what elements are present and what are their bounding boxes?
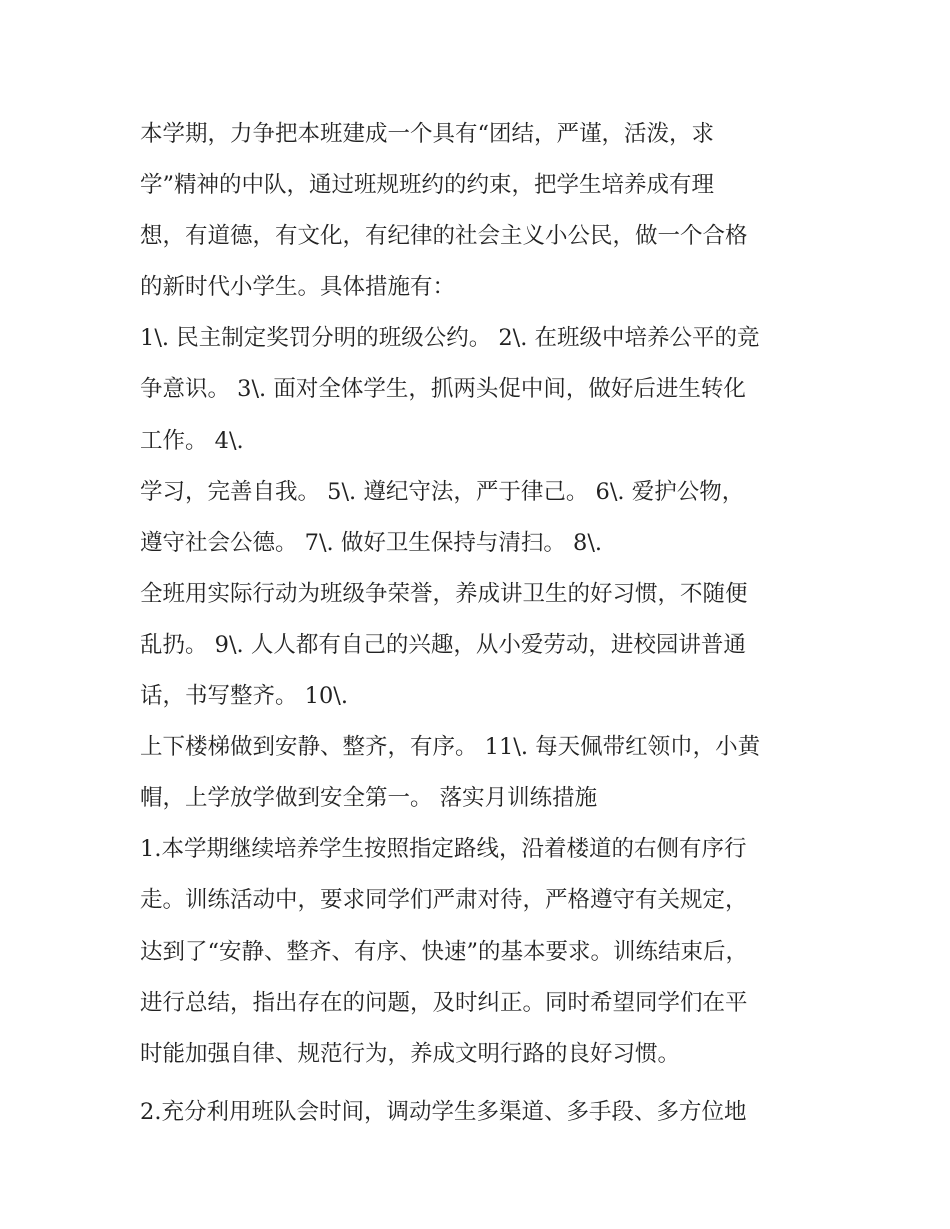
text-line: 2.充分利用班队会时间，调动学生多渠道、多手段、多方位地	[140, 1098, 747, 1125]
text-line: 1\. 民主制定奖罚分明的班级公约。 2\. 在班级中培养公平的竞	[140, 325, 760, 352]
text-line: 想，有道德，有文化，有纪律的社会主义小公民，做一个合格	[140, 223, 748, 250]
text-line: 1.本学期继续培养学生按照指定路线，沿着楼道的右侧有序行	[140, 836, 747, 863]
paragraph-gap	[140, 1080, 820, 1087]
text-line: 争意识。 3\. 面对全体学生，抓两头促中间，做好后进生转化	[140, 376, 746, 403]
text-line: 的新时代小学生。具体措施有：	[140, 274, 456, 301]
text-line: 进行总结，指出存在的问题，及时纠正。同时希望同学们在平	[140, 989, 748, 1016]
document-body	[140, 109, 820, 1138]
text-line: 学习，完善自我。 5\. 遵纪守法，严于律己。 6\. 爱护公物，	[140, 478, 745, 505]
text-line: 本学期，力争把本班建成一个具有“团结，严谨，活泼，求	[140, 121, 715, 147]
text-line: 帽，上学放学做到安全第一。 落实月训练措施	[140, 785, 598, 812]
text-line: 全班用实际行动为班级争荣誉，养成讲卫生的好习惯，不随便	[140, 580, 748, 607]
text-line: 遵守社会公德。 7\. 做好卫生保持与清扫。 8\.	[140, 529, 603, 556]
text-line: 工作。 4\.	[140, 427, 244, 454]
text-line: 学”精神的中队，通过班规班约的约束，把学生培养成有理	[140, 172, 715, 199]
text-line: 乱扔。 9\. 人人都有自己的兴趣，从小爱劳动，进校园讲普通	[140, 631, 746, 658]
text-line: 走。训练活动中，要求同学们严肃对待，严格遵守有关规定，	[140, 887, 748, 914]
text-line: 达到了“安静、整齐、有序、快速”的基本要求。训练结束后，	[140, 938, 749, 965]
text-line: 时能加强自律、规范行为，养成文明行路的良好习惯。	[140, 1040, 681, 1067]
text-line: 上下楼梯做到安静、整齐，有序。 11\. 每天佩带红领巾，小黄	[140, 734, 761, 761]
text-line: 话，书写整齐。 10\.	[140, 683, 349, 710]
